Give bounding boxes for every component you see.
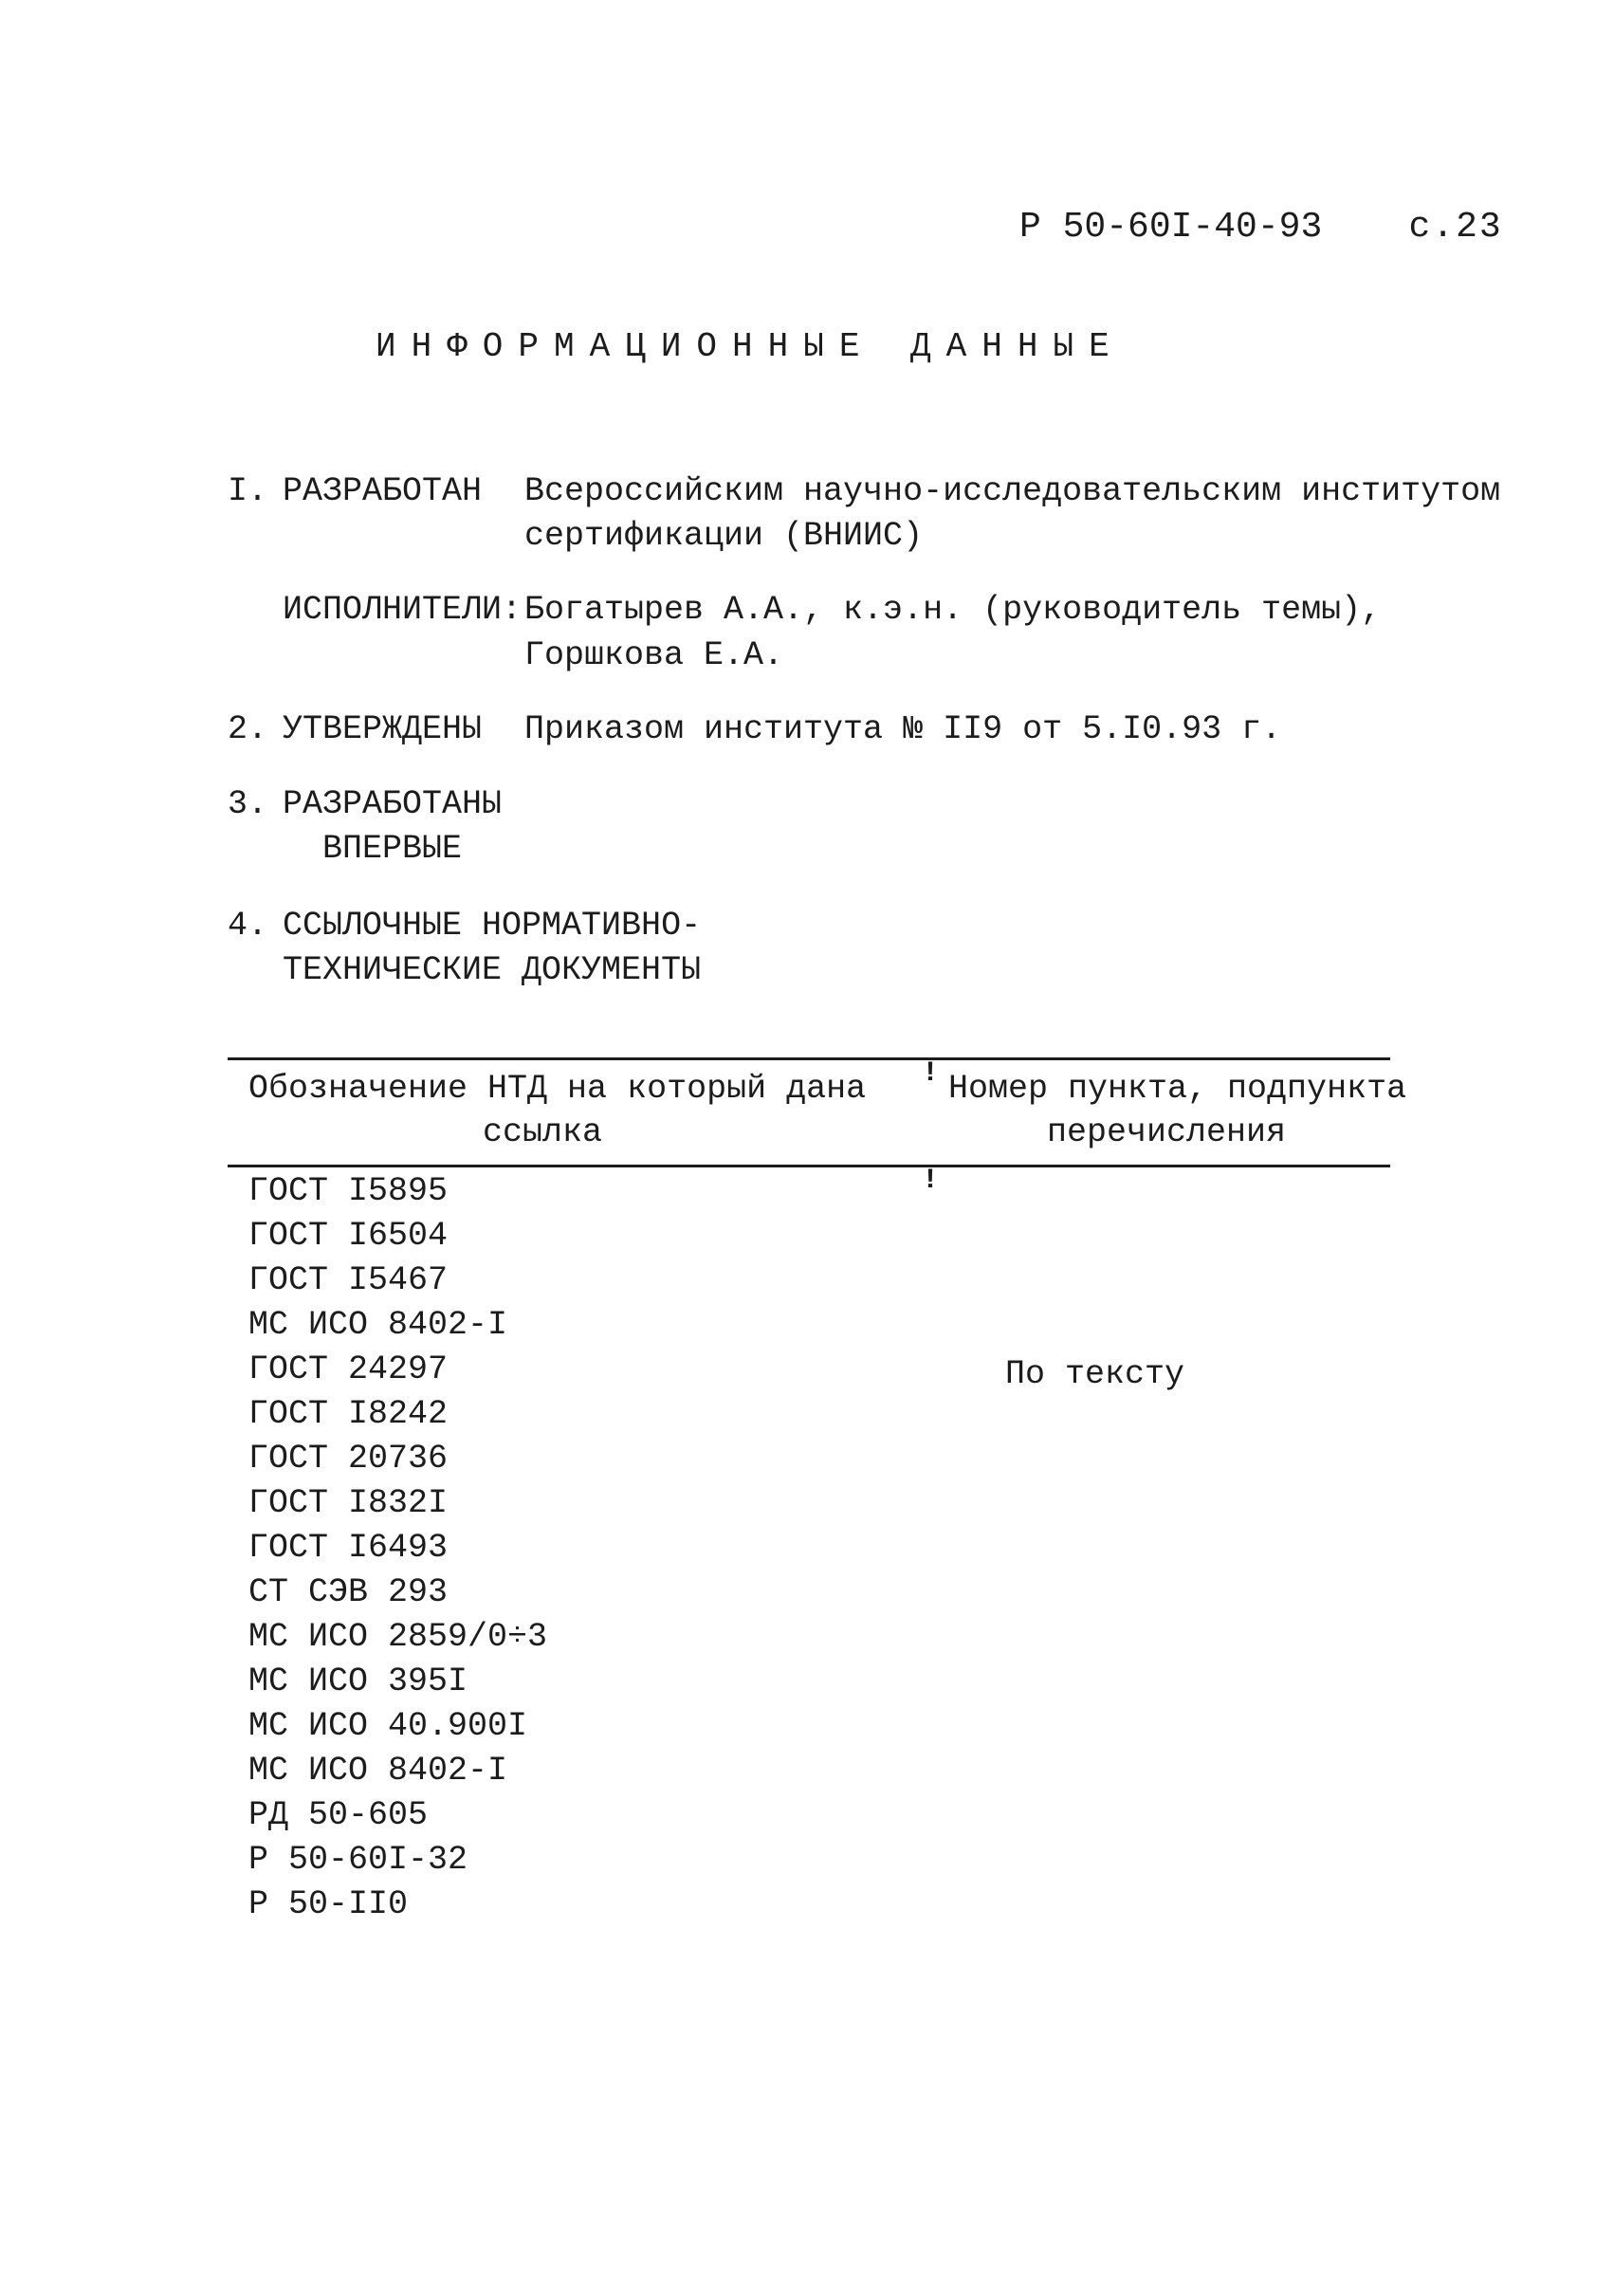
section-2-text: Приказом института № II9 от 5.I0.93 г.	[524, 710, 1282, 748]
reference-row: МС ИСО 8402-I	[248, 1752, 508, 1790]
table-column-separator-bottom: !	[922, 1165, 940, 1197]
reference-row: МС ИСО 40.900I	[248, 1707, 528, 1745]
section-2-number: 2.	[228, 710, 268, 748]
reference-row: ГОСТ 20736	[248, 1440, 449, 1478]
reference-list	[248, 1169, 547, 1927]
table-column-separator-top: !	[922, 1057, 940, 1090]
reference-row: ГОСТ I5895	[248, 1172, 449, 1210]
section-1-number: I.	[228, 472, 268, 510]
reference-clause-value: По тексту	[1005, 1355, 1185, 1393]
reference-row: РД 50-605	[248, 1796, 429, 1834]
section-1-text-line-2: сертификации (ВНИИС)	[524, 517, 924, 555]
section-1-label: РАЗРАБОТАН	[283, 472, 483, 510]
page-number: с.23	[1408, 207, 1503, 248]
reference-row: Р 50-II0	[248, 1885, 409, 1923]
reference-row: МС ИСО 2859/0÷3	[248, 1618, 548, 1656]
reference-row: ГОСТ I6493	[248, 1529, 449, 1567]
section-3-label-line-2: ВПЕРВЫЕ	[322, 830, 463, 868]
table-col1-header-line-1: Обозначение НТД на который дана	[248, 1070, 867, 1108]
table-col1-header	[248, 1067, 867, 1154]
section-4-label-line-1: ССЫЛОЧНЫЕ НОРМАТИВНО-	[283, 907, 702, 945]
executors-line-2: Горшкова Е.А.	[524, 636, 784, 674]
reference-row: СТ СЭВ 293	[248, 1573, 449, 1611]
reference-row: Р 50-60I-32	[248, 1841, 468, 1879]
table-header-rule	[228, 1165, 1390, 1167]
section-4-label-line-2: ТЕХНИЧЕСКИЕ ДОКУМЕНТЫ	[283, 951, 702, 989]
reference-row: МС ИСО 395I	[248, 1662, 468, 1700]
reference-row: ГОСТ I5467	[248, 1261, 449, 1299]
table-col2-header-line-1: Номер пункта, подпункта	[948, 1070, 1407, 1108]
section-1-text-line-1: Всероссийским научно-исследовательским институтом	[524, 472, 1501, 510]
section-4-number: 4.	[228, 907, 268, 945]
executors-label: ИСПОЛНИТЕЛИ:	[283, 591, 523, 629]
table-col2-header	[948, 1067, 1407, 1154]
reference-row: ГОСТ I832I	[248, 1484, 449, 1522]
doc-code: Р 50-60I-40-93	[1019, 207, 1323, 248]
section-3-number: 3.	[228, 785, 268, 823]
reference-row: ГОСТ I6504	[248, 1217, 449, 1255]
section-2-label: УТВЕРЖДЕНЫ	[283, 710, 483, 748]
table-col1-header-line-2: ссылка	[482, 1113, 603, 1151]
executors-line-1: Богатырев А.А., к.э.н. (руководитель темы),	[524, 591, 1382, 629]
page-header	[1019, 207, 1503, 248]
reference-row: ГОСТ 24297	[248, 1350, 449, 1388]
reference-row: ГОСТ I8242	[248, 1395, 449, 1433]
table-top-rule	[228, 1057, 1390, 1060]
section-3-label-line-1: РАЗРАБОТАНЫ	[283, 785, 503, 823]
document-title: ИНФОРМАЦИОННЫЕ ДАННЫЕ	[376, 327, 1125, 366]
reference-row: МС ИСО 8402-I	[248, 1306, 508, 1344]
table-col2-header-line-2: перечисления	[1046, 1113, 1287, 1151]
